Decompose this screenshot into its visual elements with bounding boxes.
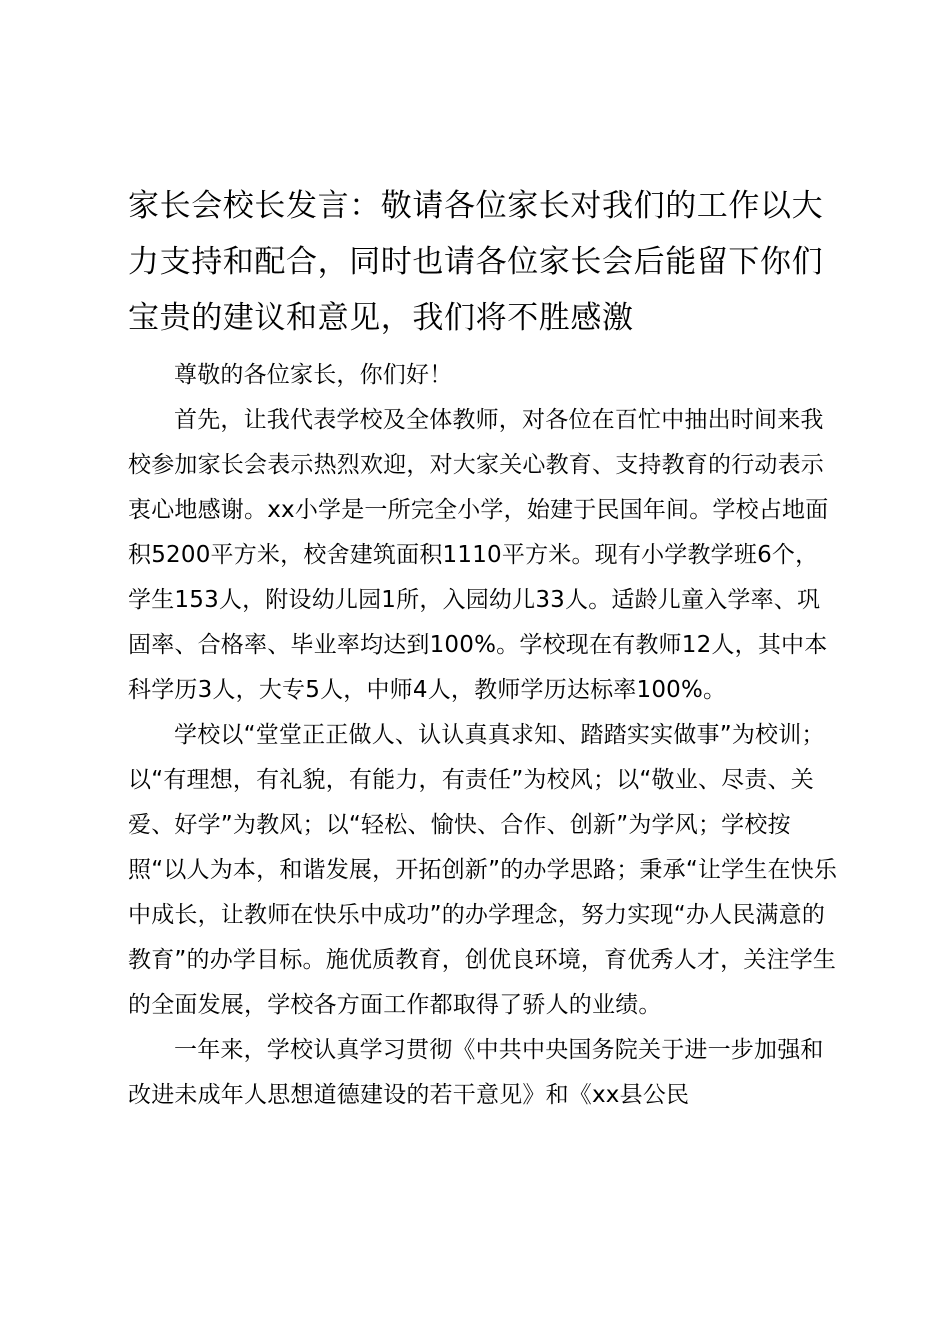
document-title: 家长会校长发言：敬请各位家长对我们的工作以大力支持和配合，同时也请各位家长会后能留下你们宝贵的建议和意见，我们将不胜感激 bbox=[128, 188, 824, 336]
paragraph-school-motto: 学校以“堂堂正正做人、认认真真求知、踏踏实实做事”为校训；以“有理想，有礼貌，有能力，有责任”为校风；以“敬业、尽责、关爱、好学”为教风；以“轻松、愉快、合作、创新”为学风；学校按照“以人为本，和谐发展，开拓创新”的办学思路；秉承“让学生在快乐中成长，让教师在快乐中成功”的办学理念，努力实现“办人民满意的教育”的办学目标。施优质教育，创优良环境，育优秀人才，关注学生的全面发展，学校各方面工作都取得了骄人的业绩。 bbox=[128, 722, 838, 1018]
paragraph-greeting: 尊敬的各位家长，你们好！ bbox=[174, 362, 453, 388]
paragraph-school-intro: 首先，让我代表学校及全体教师，对各位在百忙中抽出时间来我校参加家长会表示热烈欢迎，对大家关心教育、支持教育的行动表示衷心地感谢。xx小学是一所完全小学，始建于民国年间。学校占地面积5200平方米，校舍建筑面积1110平方米。现有小学教学班6个，学生153人，附设幼儿园1所，入园幼儿33人。适龄儿童入学率、巩固率、合格率、毕业率均达到100%。学校现在有教师12人，其中本科学历3人，大专5人，中师4人，教师学历达标率100%。 bbox=[128, 407, 829, 703]
paragraph-year-review: 一年来，学校认真学习贯彻《中共中央国务院关于进一步加强和改进未成年人思想道德建设的若干意见》和《xx县公民 bbox=[128, 1037, 824, 1108]
document-page bbox=[128, 178, 840, 1118]
